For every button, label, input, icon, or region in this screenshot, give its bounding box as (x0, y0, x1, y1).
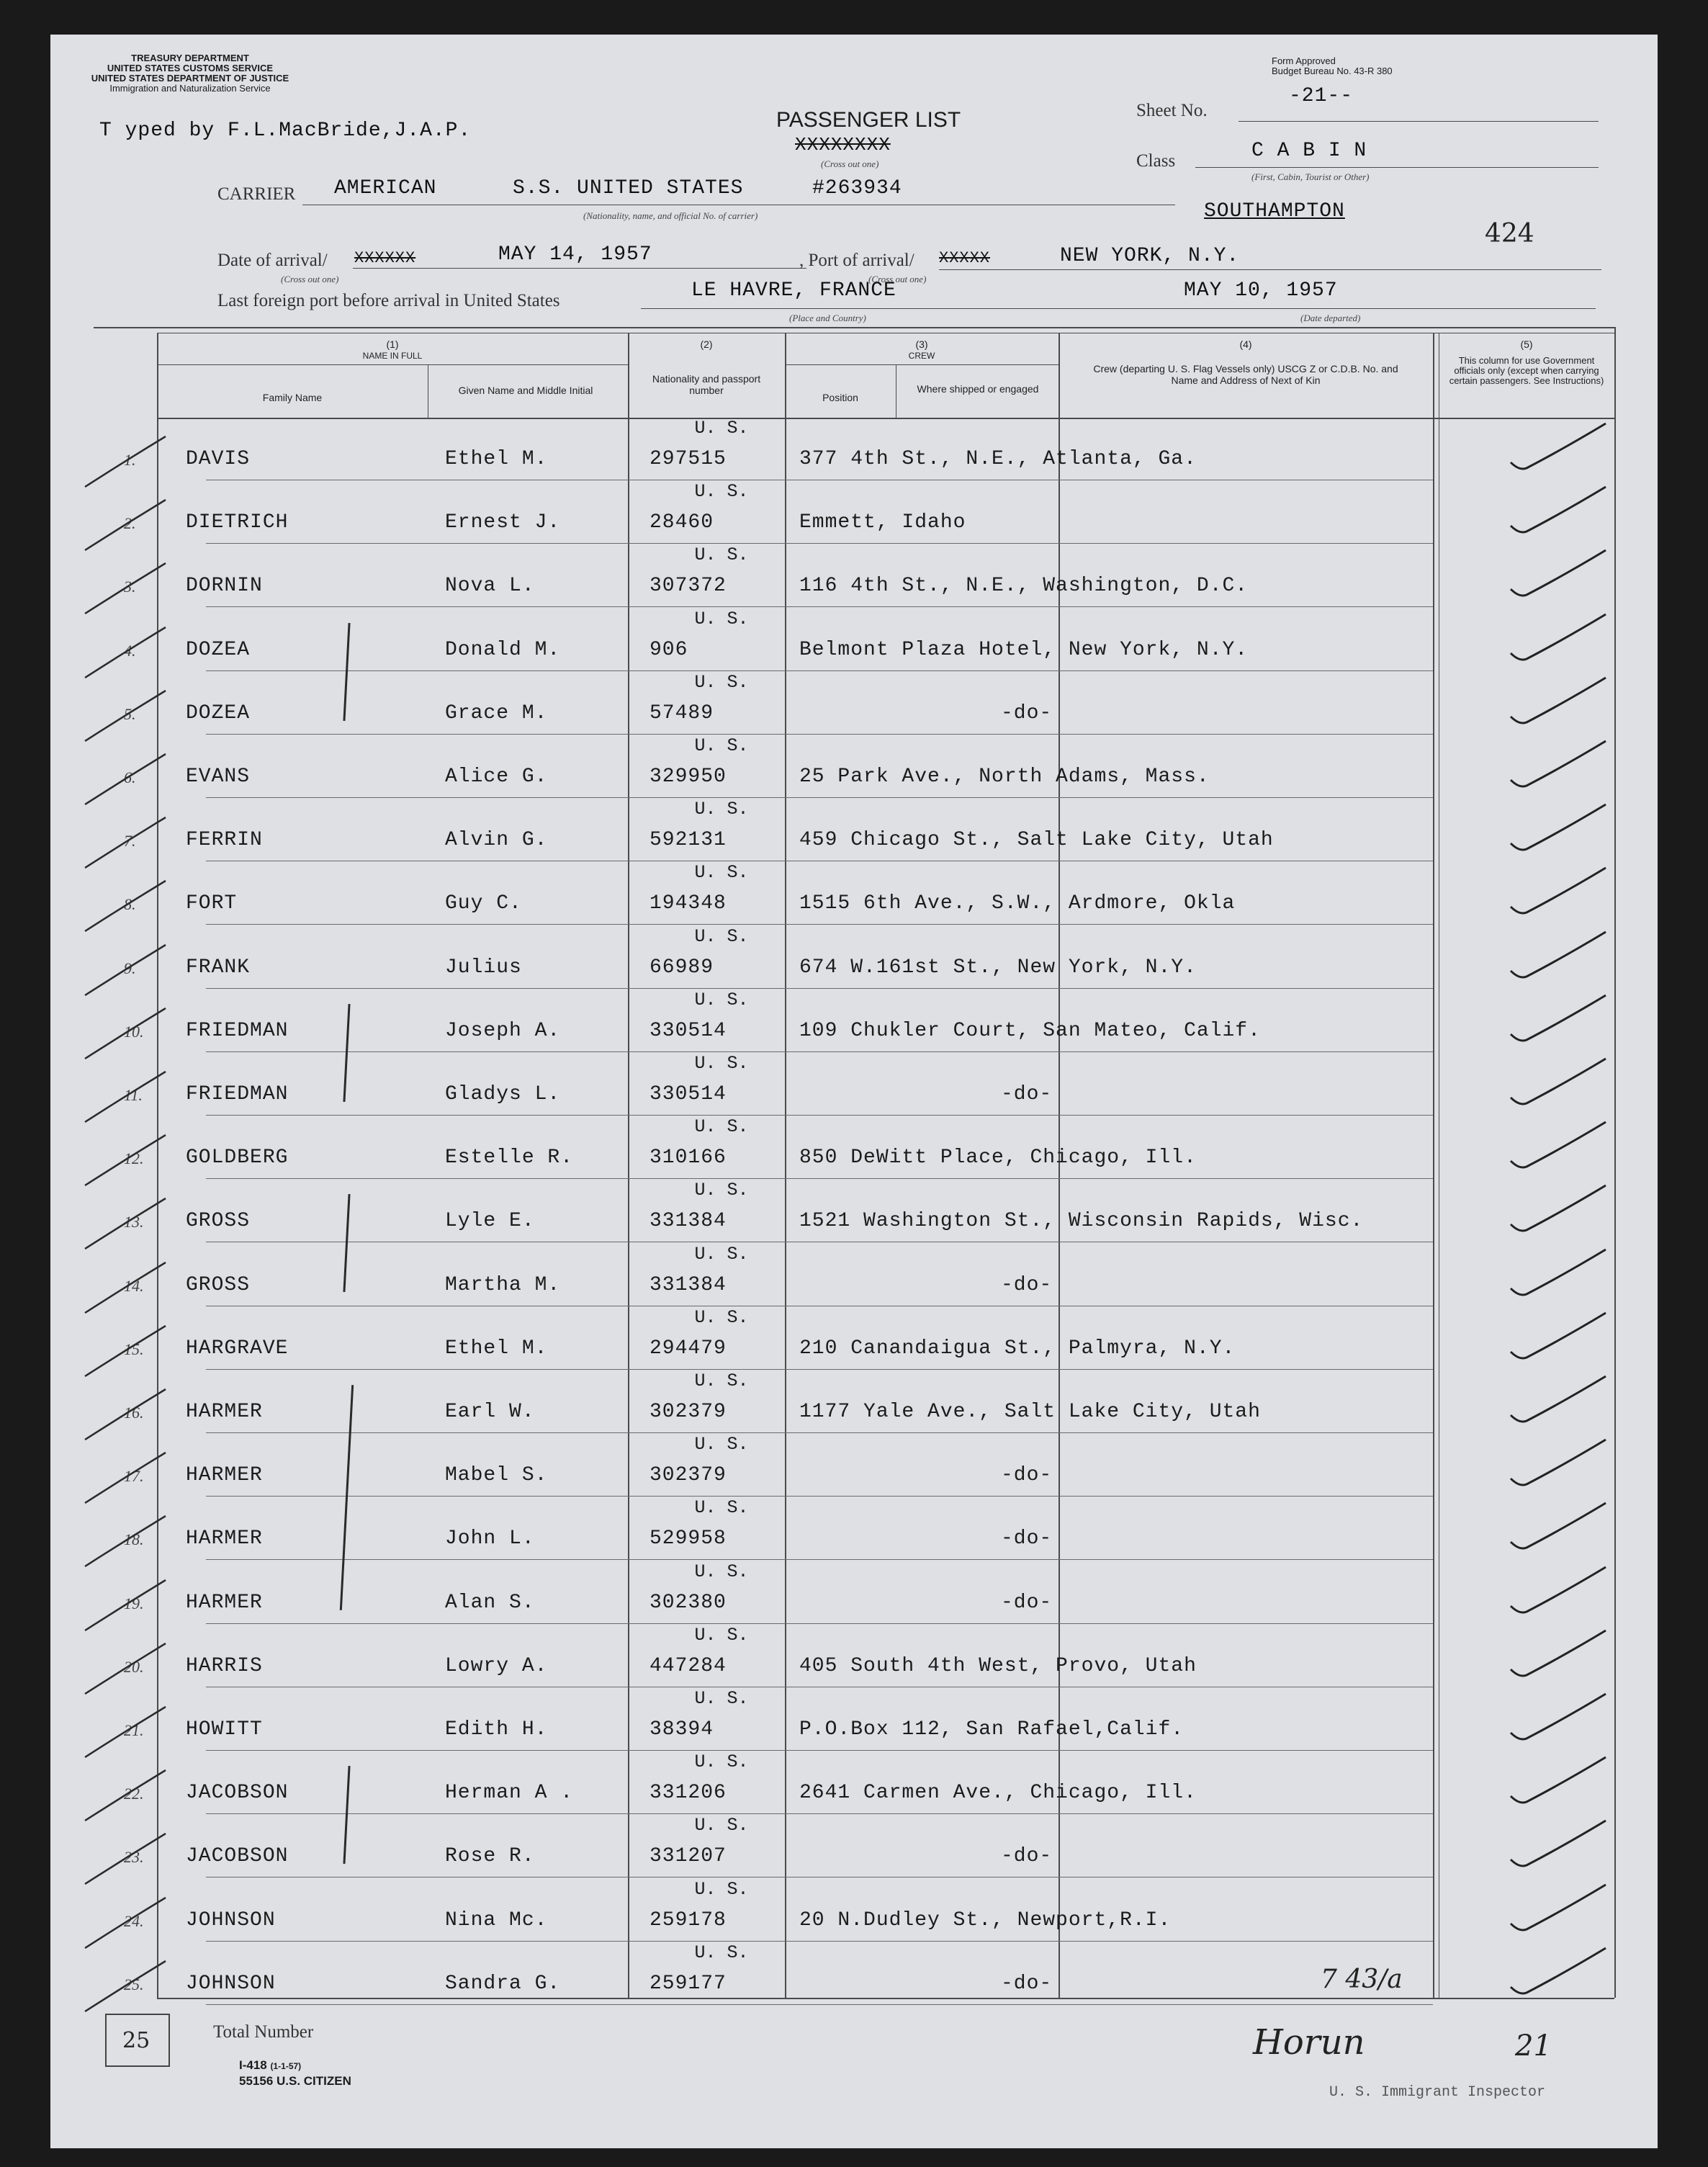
position-header: Position (822, 392, 858, 403)
given-name: Gladys L. (445, 1083, 561, 1105)
row-number: 23. (124, 1848, 144, 1867)
row-rule (206, 543, 1433, 544)
col3-header (785, 338, 1058, 362)
form-number (239, 2058, 301, 2073)
next-of-kin-address: 2641 Carmen Ave., Chicago, Ill. (799, 1782, 1197, 1805)
next-of-kin-address: 25 Park Ave., North Adams, Mass. (799, 766, 1210, 788)
passport-number: 331384 (650, 1273, 727, 1296)
given-name: Mabel S. (445, 1464, 548, 1487)
table-row (50, 1370, 1658, 1434)
nationality: U. S. (694, 481, 749, 503)
given-name: Herman A . (445, 1782, 574, 1805)
table-row (50, 1434, 1658, 1497)
check-mark-icon (1505, 1628, 1613, 1685)
carrier-note: (Nationality, name, and official No. of carrier) (583, 210, 758, 221)
table-row (50, 799, 1658, 862)
given-name: Nova L. (445, 575, 535, 598)
col5-header: This column for use Government officials only (except when carrying certain passengers. See Instructions) (1449, 355, 1604, 386)
row-number: 12. (124, 1149, 144, 1168)
passport-number: 259177 (650, 1972, 727, 1995)
check-mark-icon (1505, 1945, 1613, 2003)
carrier-official-no: #263934 (812, 177, 902, 199)
row-number: 1. (124, 451, 136, 469)
check-mark-icon (1505, 992, 1613, 1050)
gpo-code: 55156 U.S. CITIZEN (239, 2074, 351, 2088)
next-of-kin-address: 20 N.Dudley St., Newport,R.I. (799, 1908, 1172, 1932)
row-rule (206, 1496, 1433, 1497)
next-of-kin-address: 116 4th St., N.E., Washington, D.C. (799, 575, 1249, 598)
given-name: Lowry A. (445, 1654, 548, 1677)
family-name: HARMER (186, 1401, 263, 1423)
row-number: 20. (124, 1657, 144, 1676)
nationality: U. S. (694, 1561, 749, 1582)
family-name: DOZEA (186, 638, 251, 661)
sheet-value: -21-- (1289, 85, 1354, 107)
family-name: FERRIN (186, 829, 263, 852)
next-of-kin-address: -do- (1001, 1464, 1053, 1487)
check-mark-icon (1505, 1818, 1613, 1875)
row-rule (206, 1178, 1433, 1179)
check-mark-icon (1505, 1373, 1613, 1431)
signature-number: 21 (1515, 2029, 1552, 2063)
table-row (50, 609, 1658, 672)
form-date: (1-1-57) (270, 2061, 302, 2071)
check-mark-icon (1505, 1691, 1613, 1749)
family-name: DAVIS (186, 448, 251, 470)
table-top-rule (94, 327, 1614, 328)
next-of-kin-address: -do- (1001, 1845, 1053, 1868)
date-departed: MAY 10, 1957 (1184, 279, 1338, 302)
next-of-kin-address: 1177 Yale Ave., Salt Lake City, Utah (799, 1401, 1261, 1423)
table-row (50, 1561, 1658, 1625)
date-of-arrival: MAY 14, 1957 (498, 243, 652, 266)
passport-number: 331206 (650, 1782, 727, 1805)
nationality: U. S. (694, 1306, 749, 1328)
passport-number: 330514 (650, 1083, 727, 1105)
row-rule (206, 2004, 1433, 2005)
family-name: JOHNSON (186, 1972, 276, 1995)
given-name: Lyle E. (445, 1210, 535, 1233)
next-of-kin-address: 850 DeWitt Place, Chicago, Ill. (799, 1147, 1197, 1170)
table-row (50, 1053, 1658, 1116)
next-of-kin-address: 1515 6th Ave., S.W., Ardmore, Okla (799, 892, 1236, 915)
family-name: HOWITT (186, 1718, 263, 1741)
next-of-kin-address: 459 Chicago St., Salt Lake City, Utah (799, 829, 1274, 852)
nationality: U. S. (694, 418, 749, 439)
table-row (50, 1116, 1658, 1180)
sheet-label: Sheet No. (1136, 101, 1208, 120)
agency-line-3: UNITED STATES DEPARTMENT OF JUSTICE (91, 73, 289, 84)
row-number: 4. (124, 641, 136, 660)
table-row (50, 862, 1658, 925)
passport-number: 447284 (650, 1654, 727, 1677)
nationality: U. S. (694, 1815, 749, 1836)
given-name: Sandra G. (445, 1972, 561, 1995)
crossed-word-2: XXXXX (939, 249, 991, 267)
next-of-kin-address: 210 Canandaigua St., Palmyra, N.Y. (799, 1337, 1236, 1360)
next-of-kin-address: 1521 Washington St., Wisconsin Rapids, Wisc. (799, 1210, 1364, 1233)
row-rule (206, 670, 1433, 671)
row-rule (206, 797, 1433, 798)
next-of-kin-address: -do- (1001, 1527, 1053, 1551)
given-name: Edith H. (445, 1718, 548, 1741)
carrier-name: S.S. UNITED STATES (513, 177, 744, 199)
table-row (50, 1180, 1658, 1243)
family-name: HARMER (186, 1527, 263, 1551)
row-rule (206, 1369, 1433, 1370)
passport-number: 592131 (650, 829, 727, 852)
passport-number: 310166 (650, 1147, 727, 1170)
given-name: Rose R. (445, 1845, 535, 1868)
port-of-arrival-label: , Port of arrival/ (799, 251, 914, 270)
cross-out-note-2: (Cross out one) (868, 274, 927, 284)
departed-line (1092, 308, 1596, 309)
table-row (50, 672, 1658, 735)
nationality: U. S. (694, 1878, 749, 1900)
cross-out-note: (Cross out one) (821, 158, 879, 169)
given-name: Nina Mc. (445, 1908, 548, 1932)
given-name: Joseph A. (445, 1019, 561, 1042)
agency-line-1: TREASURY DEPARTMENT (131, 53, 249, 63)
table-row (50, 481, 1658, 544)
row-number: 25. (124, 1975, 144, 1993)
row-number: 15. (124, 1340, 144, 1358)
next-of-kin-address: -do- (1001, 701, 1053, 724)
passport-number: 307372 (650, 575, 727, 598)
passport-number: 38394 (650, 1718, 714, 1741)
next-of-kin-address: 109 Chukler Court, San Mateo, Calif. (799, 1019, 1261, 1042)
budget-bureau: Budget Bureau No. 43-R 380 (1272, 66, 1393, 76)
row-number: 6. (124, 768, 136, 786)
passport-number: 302379 (650, 1464, 727, 1487)
nationality: U. S. (694, 1243, 749, 1265)
family-name: JACOBSON (186, 1845, 289, 1868)
passport-number: 331207 (650, 1845, 727, 1868)
total-count: 25 (122, 2028, 150, 2053)
given-name: Ethel M. (445, 1337, 548, 1360)
nationality-header: Nationality and passport number (652, 373, 761, 396)
col1-title: NAME IN FULL (362, 351, 423, 361)
sheet-line (1239, 121, 1599, 122)
next-of-kin-address: P.O.Box 112, San Rafael,Calif. (799, 1718, 1185, 1741)
col4-header: Crew (departing U. S. Flag Vessels only) USCG Z or C.D.B. No. and Name and Address of Next of Kin (1093, 363, 1398, 386)
next-of-kin-address: 405 South 4th West, Provo, Utah (799, 1654, 1197, 1677)
given-name: Grace M. (445, 701, 548, 724)
list-title: PASSENGER LIST (776, 108, 961, 132)
table-row (50, 1307, 1658, 1370)
form-no: I-418 (239, 2058, 267, 2072)
nationality: U. S. (694, 671, 749, 693)
nationality: U. S. (694, 862, 749, 884)
row-rule (206, 924, 1433, 925)
row-rule (206, 606, 1433, 607)
next-of-kin-address: Emmett, Idaho (799, 511, 966, 534)
total-box (105, 2014, 170, 2067)
where-shipped-header: Where shipped or engaged (917, 383, 1039, 395)
family-name: GOLDBERG (186, 1147, 289, 1170)
given-name: Donald M. (445, 638, 561, 661)
table-row (50, 544, 1658, 608)
row-rule (206, 1941, 1433, 1942)
last-port-line (641, 308, 1138, 309)
check-mark-icon (1505, 1754, 1613, 1812)
table-row (50, 926, 1658, 990)
passport-number: 329950 (650, 766, 727, 788)
table-row (50, 1625, 1658, 1688)
row-number: 3. (124, 578, 136, 596)
last-port-value: LE HAVRE, FRANCE (691, 279, 896, 302)
next-of-kin-address: -do- (1001, 1591, 1053, 1614)
passport-number: 57489 (650, 701, 714, 724)
given-name: Martha M. (445, 1273, 561, 1296)
row-number: 13. (124, 1213, 144, 1231)
passport-number: 297515 (650, 448, 727, 470)
check-mark-icon (1505, 1882, 1613, 1939)
total-label: Total Number (213, 2022, 314, 2042)
check-mark-icon (1505, 421, 1613, 478)
row-number: 10. (124, 1022, 144, 1041)
crossed-word: XXXXXXXX (795, 134, 891, 156)
nationality: U. S. (694, 544, 749, 566)
check-mark-icon (1505, 1183, 1613, 1240)
check-mark-icon (1505, 1056, 1613, 1113)
nationality: U. S. (694, 1497, 749, 1519)
row-rule (206, 734, 1433, 735)
departed-note: (Date departed) (1300, 313, 1361, 323)
passport-number: 330514 (650, 1019, 727, 1042)
row-rule (206, 1623, 1433, 1624)
given-name: Earl W. (445, 1401, 535, 1423)
nationality: U. S. (694, 1053, 749, 1074)
col3-number: (3) (915, 338, 928, 350)
nationality: U. S. (694, 1942, 749, 1963)
class-note: (First, Cabin, Tourist or Other) (1251, 171, 1370, 182)
row-rule (206, 1750, 1433, 1751)
row-number: 7. (124, 832, 136, 851)
nationality: U. S. (694, 1434, 749, 1455)
stamp-number: 424 (1485, 219, 1534, 248)
given-name: Ethel M. (445, 448, 548, 470)
family-name: DOZEA (186, 701, 251, 724)
check-mark-icon (1505, 802, 1613, 859)
nationality: U. S. (694, 1370, 749, 1391)
given-name: Ernest J. (445, 511, 561, 534)
family-name: JOHNSON (186, 1908, 276, 1932)
passport-number: 302380 (650, 1591, 727, 1614)
passport-number: 194348 (650, 892, 727, 915)
row-rule (206, 1115, 1433, 1116)
family-name: GROSS (186, 1210, 251, 1233)
agency-header (82, 53, 298, 94)
family-name: FORT (186, 892, 238, 915)
passport-number: 294479 (650, 1337, 727, 1360)
carrier-nationality: AMERICAN (334, 177, 437, 199)
family-name: HARMER (186, 1464, 263, 1487)
class-line (1195, 167, 1599, 168)
col1-header (157, 338, 628, 362)
agency-line-4: Immigration and Naturalization Service (109, 83, 271, 94)
tally-slash-mark (82, 1957, 168, 2014)
last-port-label: Last foreign port before arrival in United States (217, 291, 560, 310)
agency-line-2: UNITED STATES CUSTOMS SERVICE (107, 63, 274, 73)
check-mark-icon (1505, 738, 1613, 796)
check-mark-icon (1505, 1247, 1613, 1304)
crew-title: CREW (908, 351, 935, 361)
typed-by: T yped by F.L.MacBride,J.A.P. (99, 120, 472, 142)
form-approved (1272, 56, 1393, 76)
check-mark-icon (1505, 1500, 1613, 1558)
table-row (50, 1688, 1658, 1751)
row-number: 19. (124, 1594, 144, 1612)
passenger-list-page (50, 35, 1658, 2148)
nationality: U. S. (694, 735, 749, 756)
table-row (50, 735, 1658, 799)
check-mark-icon (1505, 1437, 1613, 1494)
table-row (50, 1751, 1658, 1815)
row-number: 5. (124, 704, 136, 723)
family-name: FRIEDMAN (186, 1019, 289, 1042)
inspector-title: U. S. Immigrant Inspector (1329, 2084, 1546, 2101)
passport-number: 259178 (650, 1908, 727, 1932)
row-rule (206, 1051, 1433, 1052)
family-name: HARGRAVE (186, 1337, 289, 1360)
row-rule (206, 1559, 1433, 1560)
table-row (50, 1497, 1658, 1561)
check-mark-icon (1505, 865, 1613, 923)
family-name: DORNIN (186, 575, 263, 598)
next-of-kin-address: Belmont Plaza Hotel, New York, N.Y. (799, 638, 1249, 661)
margin-note: 7 43/a (1321, 1965, 1403, 1994)
check-mark-icon (1505, 675, 1613, 732)
row-number: 11. (124, 1086, 143, 1104)
col5-number: (5) (1520, 338, 1533, 350)
crossed-word-1: XXXXXX (354, 249, 416, 267)
crew-subrule (785, 364, 1058, 365)
table-row (50, 1942, 1658, 2006)
passport-number: 331384 (650, 1210, 727, 1233)
nationality: U. S. (694, 989, 749, 1010)
given-name: John L. (445, 1527, 535, 1551)
table-row (50, 990, 1658, 1053)
place-note: (Place and Country) (789, 313, 866, 323)
row-number: 17. (124, 1467, 144, 1486)
date-of-arrival-label: Date of arrival/ (217, 251, 328, 270)
carrier-label: CARRIER (217, 184, 296, 204)
check-mark-icon (1505, 611, 1613, 669)
table-row (50, 1879, 1658, 1942)
passport-number: 66989 (650, 956, 714, 979)
row-number: 14. (124, 1276, 144, 1295)
family-name: HARMER (186, 1591, 263, 1614)
given-name: Julius (445, 956, 522, 979)
row-number: 9. (124, 959, 136, 977)
family-name: FRIEDMAN (186, 1083, 289, 1105)
check-mark-icon (1505, 547, 1613, 605)
class-label: Class (1136, 151, 1176, 171)
next-of-kin-address: -do- (1001, 1273, 1053, 1296)
row-number: 2. (124, 514, 136, 533)
nationality: U. S. (694, 925, 749, 947)
passport-number: 906 (650, 638, 688, 661)
check-mark-icon (1505, 484, 1613, 542)
family-name: FRANK (186, 956, 251, 979)
nationality: U. S. (694, 1180, 749, 1201)
passport-number: 529958 (650, 1527, 727, 1551)
col4-number: (4) (1239, 338, 1252, 350)
family-name: DIETRICH (186, 511, 289, 534)
row-number: 24. (124, 1911, 144, 1930)
class-port: SOUTHAMPTON (1204, 200, 1345, 223)
row-rule (206, 988, 1433, 989)
given-name: Guy C. (445, 892, 522, 915)
check-mark-icon (1505, 1310, 1613, 1368)
check-mark-icon (1505, 1119, 1613, 1177)
family-name: JACOBSON (186, 1782, 289, 1805)
row-number: 8. (124, 895, 136, 914)
family-name: EVANS (186, 766, 251, 788)
given-name-header: Given Name and Middle Initial (458, 385, 593, 396)
row-rule (206, 1432, 1433, 1433)
given-name: Estelle R. (445, 1147, 574, 1170)
nationality: U. S. (694, 799, 749, 820)
next-of-kin-address: 674 W.161st St., New York, N.Y. (799, 956, 1197, 979)
cross-out-note-1: (Cross out one) (281, 274, 339, 284)
col1-number: (1) (386, 338, 399, 350)
nationality: U. S. (694, 1751, 749, 1773)
nationality: U. S. (694, 1688, 749, 1709)
passport-number: 302379 (650, 1401, 727, 1423)
family-name: GROSS (186, 1273, 251, 1296)
table-row (50, 1815, 1658, 1878)
row-number: 18. (124, 1530, 144, 1549)
inspector-signature: Horun (1253, 2022, 1365, 2063)
family-name-header: Family Name (262, 392, 323, 403)
table-row (50, 418, 1658, 481)
nationality: U. S. (694, 1116, 749, 1138)
passport-number: 28460 (650, 511, 714, 534)
next-of-kin-address: 377 4th St., N.E., Atlanta, Ga. (799, 448, 1197, 470)
port-line (939, 269, 1601, 270)
row-number: 16. (124, 1404, 144, 1422)
col2-number: (2) (700, 338, 713, 350)
table-row (50, 1244, 1658, 1307)
next-of-kin-address: -do- (1001, 1083, 1053, 1105)
family-name: HARRIS (186, 1654, 263, 1677)
form-approved-label: Form Approved (1272, 55, 1336, 66)
nationality: U. S. (694, 608, 749, 629)
row-number: 22. (124, 1785, 144, 1803)
row-number: 21. (124, 1721, 144, 1739)
given-name: Alice G. (445, 766, 548, 788)
next-of-kin-address: -do- (1001, 1972, 1053, 1995)
nationality: U. S. (694, 1624, 749, 1646)
date-line (353, 268, 806, 269)
given-name: Alvin G. (445, 829, 548, 852)
check-mark-icon (1505, 929, 1613, 987)
port-of-arrival: NEW YORK, N.Y. (1060, 245, 1240, 267)
row-rule (206, 1813, 1433, 1814)
given-name: Alan S. (445, 1591, 535, 1614)
name-subrule (157, 364, 628, 365)
class-value: C A B I N (1251, 140, 1367, 162)
check-mark-icon (1505, 1564, 1613, 1622)
